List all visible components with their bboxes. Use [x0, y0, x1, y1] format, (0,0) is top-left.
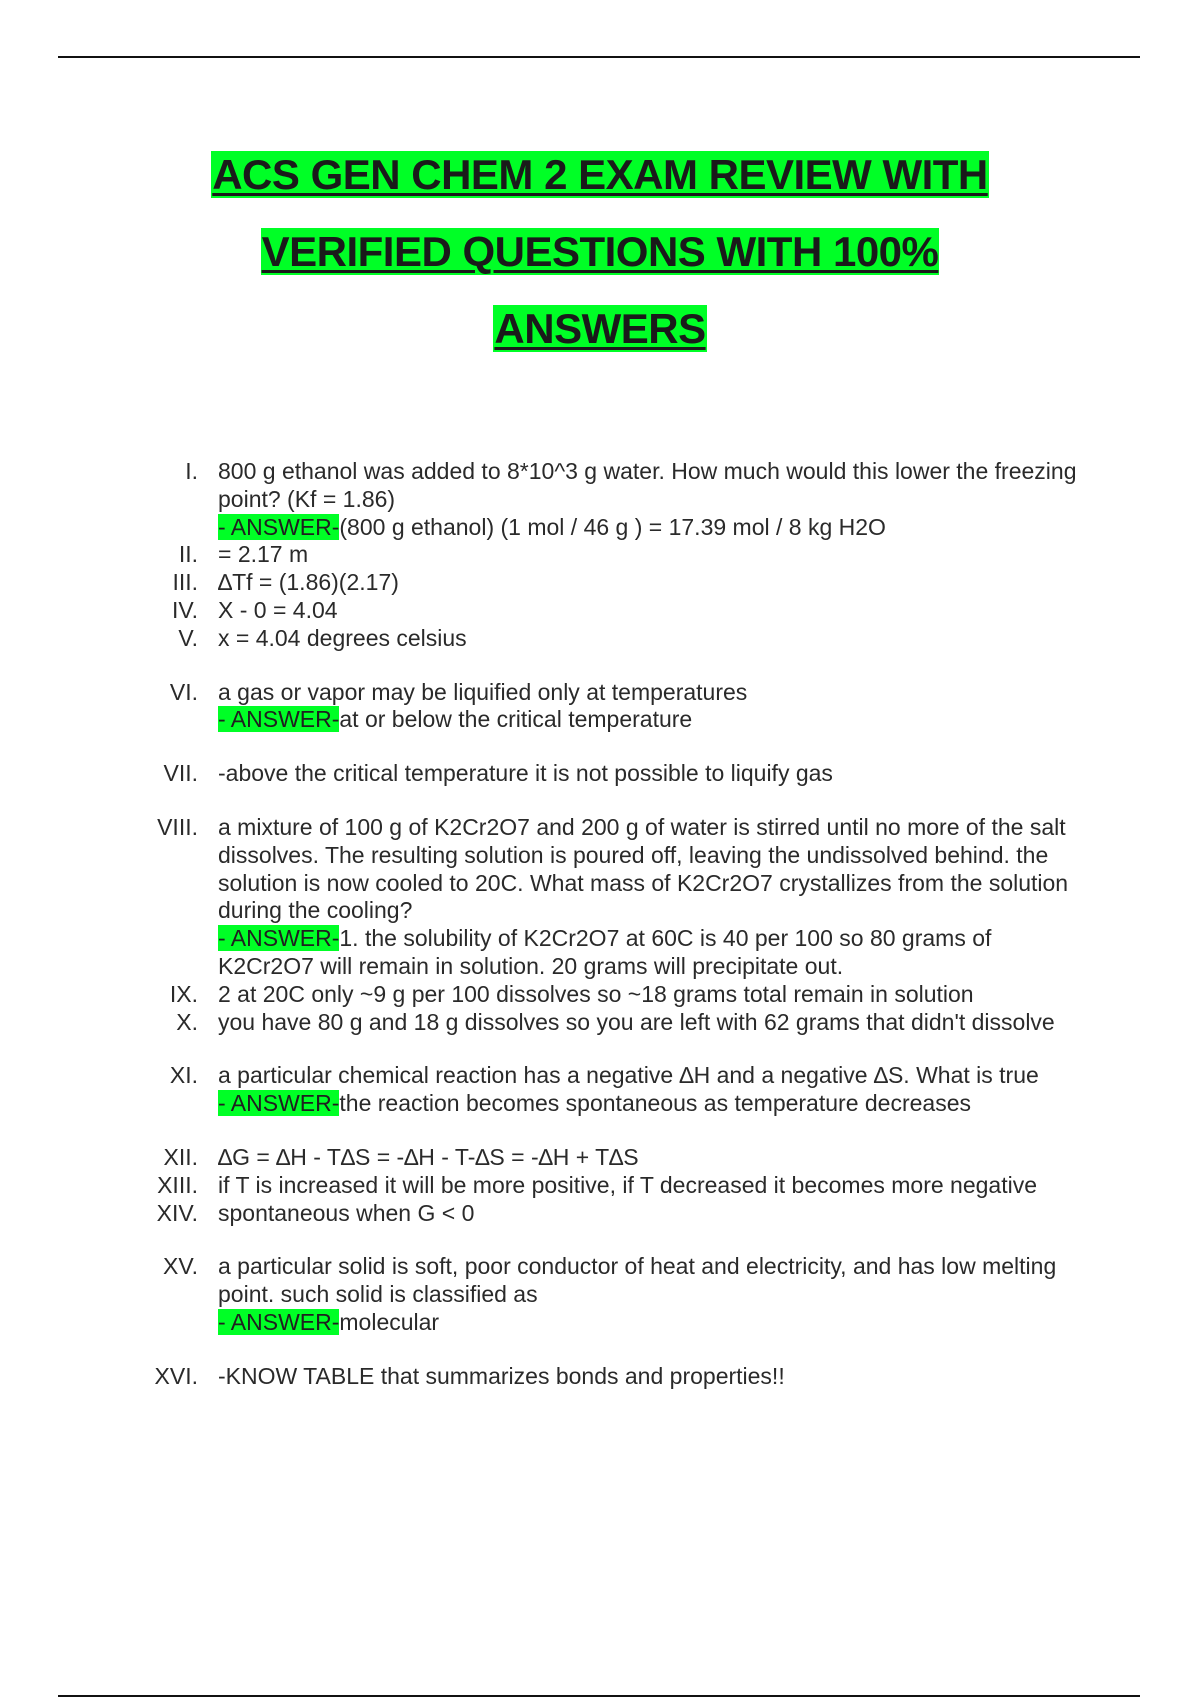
item-number: XV.	[163, 1253, 198, 1280]
list-item-7	[163, 760, 1088, 788]
item-number: IX.	[169, 980, 198, 1007]
answer-text: (800 g ethanol) (1 mol / 46 g ) = 17.39 mol / 8 kg H2O	[339, 513, 886, 540]
answer-text: molecular	[339, 1308, 440, 1335]
item-text: ∆G = ∆H - T∆S = -∆H - T-∆S = -∆H + T∆S	[218, 1143, 639, 1170]
item-text: spontaneous when G < 0	[218, 1199, 475, 1226]
item-number: I.	[185, 458, 198, 484]
document-title	[0, 136, 1200, 367]
item-text: -KNOW TABLE that summarizes bonds and properties!!	[218, 1362, 785, 1389]
answer-line	[218, 1309, 1088, 1337]
question-text: a particular solid is soft, poor conductor of heat and electricity, and has low melting point. such solid is classified as	[218, 1253, 1057, 1308]
list-item-2	[178, 541, 1088, 569]
item-text: you have 80 g and 18 g dissolves so you are left with 62 grams that didn't dissolve	[218, 1008, 1055, 1035]
item-text: ∆Tf = (1.86)(2.17)	[218, 569, 399, 596]
item-number: VIII.	[157, 813, 198, 840]
list-item-15	[163, 1253, 1088, 1336]
item-number: V.	[178, 624, 198, 651]
question-text: 800 g ethanol was added to 8*10^3 g water. How much would this lower the freezing point? (Kf = 1.86)	[218, 458, 1077, 512]
top-rule	[58, 56, 1140, 58]
list-item-9	[169, 980, 1088, 1009]
bottom-rule	[58, 1695, 1140, 1697]
answer-text: the reaction becomes spontaneous as temperature decreases	[339, 1090, 971, 1117]
list-item-11	[169, 1062, 1088, 1118]
list-item-5	[178, 624, 1088, 653]
question-text: a mixture of 100 g of K2Cr2O7 and 200 g of water is stirred until no more of the salt dissolves. The resulting solution is poured off, leaving the undissolved behind. the solution is now cooled to 20C. What mass of K2Cr2O7 crystallizes from the solution during the cooling?	[218, 813, 1069, 924]
item-number: III.	[172, 569, 198, 596]
answer-label: - ANSWER-	[218, 1090, 340, 1117]
item-text: = 2.17 m	[218, 541, 309, 568]
title-line-1: ACS GEN CHEM 2 EXAM REVIEW WITH	[212, 151, 988, 198]
answer-line	[218, 706, 1088, 734]
answer-line	[218, 925, 1088, 981]
answer-line	[218, 514, 1088, 542]
answer-text: at or below the critical temperature	[339, 706, 693, 733]
list-item-16	[154, 1362, 1088, 1391]
list-item-8	[157, 813, 1088, 981]
item-text: if T is increased it will be more positive, if T decreased it becomes more negative	[218, 1171, 1038, 1198]
title-line-3: ANSWERS	[494, 305, 706, 352]
list-item-3	[172, 569, 1088, 597]
item-number: XIII.	[157, 1171, 198, 1198]
list-item-4	[171, 596, 1088, 625]
item-number: XVI.	[154, 1362, 198, 1389]
item-text: X - 0 = 4.04	[218, 596, 338, 623]
item-number: X.	[176, 1008, 198, 1035]
list-item-6	[169, 678, 1088, 735]
answer-line	[218, 1090, 1088, 1118]
list-item-13	[157, 1171, 1088, 1200]
item-number: VII.	[163, 760, 198, 787]
answer-label: - ANSWER-	[218, 1308, 340, 1335]
item-text: x = 4.04 degrees celsius	[218, 624, 467, 651]
question-list	[0, 458, 1200, 1391]
answer-label: - ANSWER-	[218, 513, 340, 540]
question-text: a gas or vapor may be liquified only at temperatures	[218, 678, 748, 705]
item-number: XI.	[169, 1062, 198, 1089]
list-item-1	[185, 458, 1088, 541]
item-number: XII.	[163, 1143, 198, 1170]
question-text: a particular chemical reaction has a negative ∆H and a negative ∆S. What is true	[218, 1062, 1039, 1089]
item-number: XIV.	[156, 1199, 198, 1226]
list-item-12	[163, 1143, 1088, 1172]
answer-label: - ANSWER-	[218, 925, 340, 952]
item-number: II.	[178, 541, 198, 568]
item-text: -above the critical temperature it is not possible to liquify gas	[218, 760, 833, 787]
list-item-14	[156, 1199, 1088, 1228]
list-item-10	[176, 1008, 1088, 1037]
answer-label: - ANSWER-	[218, 706, 340, 733]
item-number: IV.	[171, 596, 198, 623]
item-number: VI.	[169, 678, 198, 705]
item-text: 2 at 20C only ~9 g per 100 dissolves so ~18 grams total remain in solution	[218, 980, 974, 1007]
title-line-2: VERIFIED QUESTIONS WITH 100%	[261, 228, 939, 275]
answer-text: 1. the solubility of K2Cr2O7 at 60C is 40 per 100 so 80 grams of K2Cr2O7 will remain in solution. 20 grams will precipitate out.	[218, 925, 992, 979]
